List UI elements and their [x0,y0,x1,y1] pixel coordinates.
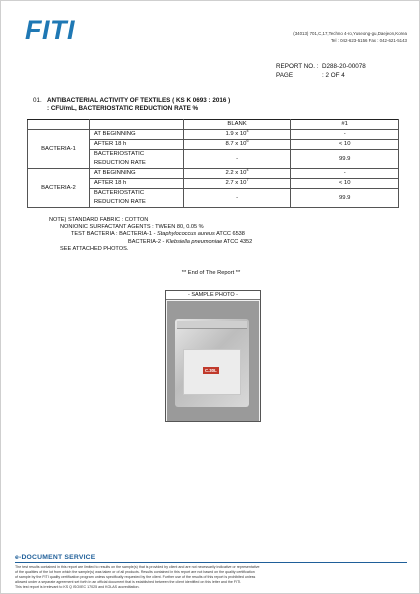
group-name: BACTERIA-1 [28,130,90,169]
end-of-report: ** End of The Report ** [181,270,241,276]
sample-photo [165,290,261,422]
row-label: BACTERIOSTATIC REDUCTION RATE [89,189,183,208]
logo-text: FITI [25,15,75,45]
row-label: AFTER 18 h [89,140,183,150]
row-label: AFTER 18 h [89,179,183,189]
table-row [28,130,399,140]
results-table [27,119,399,208]
company-address [293,30,407,44]
note-photos: SEE ATTACHED PHOTOS. [60,245,129,252]
fiti-logo [25,15,97,45]
report-no-value: D288-20-00078 [322,63,366,70]
row-label: BACTERIOSTATIC REDUCTION RATE [89,150,183,169]
sample-value: 99.9 [291,189,399,208]
page-value: : 2 OF 4 [322,72,345,79]
sample-value: 99.9 [291,150,399,169]
section-number: 01. [33,97,42,104]
sample-value: - [291,130,399,140]
section-title: ANTIBACTERIAL ACTIVITY OF TEXTILES ( KS K 0693 : 2016 ) [47,97,231,104]
footer-disclaimer: The test results contained in this report are limited to results on the sample(s) that is provided by client and are not necessarily indicative or representative of the qualities of the lot from which the sample(s) was taken or of all products. Results contained in this report are not based on the quality certification of sample by the FITI quality certification program unless specifically requested by the client. Further use of the results of this report is prohibited unless allowed under a separate agreement set forth in an official document that is established between the client identified on this letter and the FITI. This test report is irrelevant to KS Q ISO/IEC 17025 and KOLAS accreditation. [15,565,260,589]
blank-value: - [183,150,291,169]
phone-fax-line: Tel : 042-623-5156 Fax : 042-621-5143 [330,38,407,43]
blank-value: 1.9 x $10^4$ [183,130,291,140]
header-blank: BLANK [183,120,291,130]
footer-divider [15,562,407,563]
note-bacteria-1: TEST BACTERIA : BACTERIA-1 - Staphylococcus aureus ATCC 6538 [71,231,245,238]
table-row [28,169,399,179]
blank-value: 8.7 x $10^6$ [183,140,291,150]
notes-block [49,217,252,253]
sample-value: - [291,169,399,179]
section-heading [33,97,230,113]
bag-seal [177,321,247,329]
sample-bag [175,319,249,407]
section-subtitle: : CFU/mL, BACTERIOSTATIC REDUCTION RATE % [47,105,199,112]
blank-value: 2.7 x $10^7$ [183,179,291,189]
report-info [276,62,366,80]
sample-value: < 10 [291,140,399,150]
sample-tag: C.30L [205,368,217,373]
footer-title: e-DOCUMENT SERVICE [15,554,96,561]
footer [15,554,407,590]
address-line: (34013) 701,C,17,Techno 4-ro,Yuseong-gu,Daejeon,Korea [293,31,407,36]
blank-value: - [183,189,291,208]
note-bacteria-2: BACTERIA-2 - Klebsiella pneumoniae ATCC 4352 [128,238,253,245]
row-label: AT BEGINNING [89,169,183,179]
sample-value: < 10 [291,179,399,189]
group-name: BACTERIA-2 [28,169,90,208]
photo-title: - SAMPLE PHOTO - [166,291,260,300]
note-fabric: NOTE) STANDARD FABRIC : COTTON [49,217,149,223]
header-sample: #1 [291,120,399,130]
page-label: PAGE [276,72,294,79]
report-no-label: REPORT NO. : [276,63,319,70]
note-agent: NONIONIC SURFACTANT AGENTS : TWEEN 80, 0.05 % [60,224,204,231]
sample-image [167,301,259,421]
header-empty [89,120,183,130]
row-label: AT BEGINNING [89,130,183,140]
header-empty [28,120,90,130]
blank-value: 2.2 x $10^4$ [183,169,291,179]
